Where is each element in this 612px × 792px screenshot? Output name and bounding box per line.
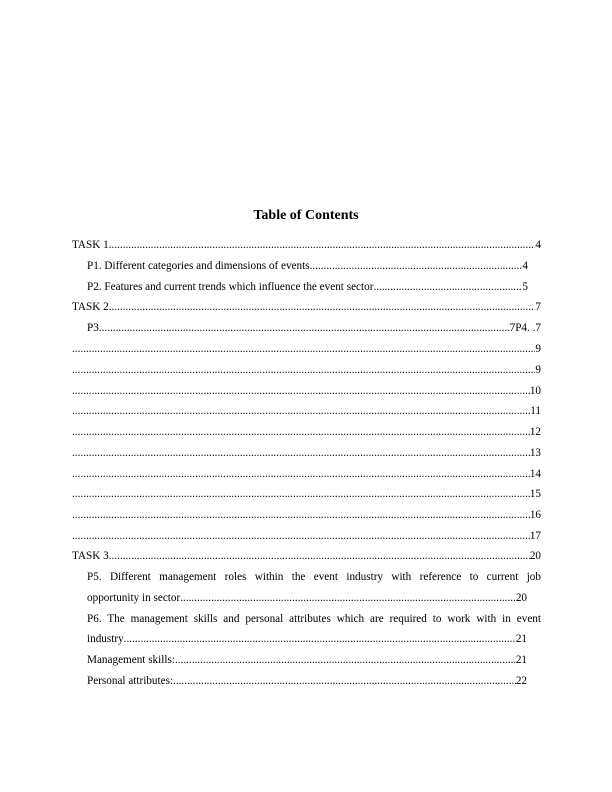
leader-dots bbox=[180, 591, 516, 605]
toc-entry-label: opportunity in sector bbox=[87, 592, 181, 604]
toc-entry-page: 22 bbox=[515, 675, 527, 687]
leader-dots bbox=[109, 300, 536, 314]
toc-entry-page: 17 bbox=[529, 530, 541, 542]
toc-entry-management-skills[interactable] bbox=[87, 653, 527, 667]
toc-entry-page: 20 bbox=[529, 550, 541, 562]
toc-entry-blank[interactable] bbox=[72, 342, 541, 356]
toc-entry-page: 12 bbox=[529, 426, 541, 438]
toc-entry-page: 21 bbox=[515, 654, 527, 666]
toc-entry-blank[interactable] bbox=[72, 529, 541, 543]
leader-dots bbox=[175, 653, 516, 667]
toc-entry-p6-line2[interactable] bbox=[87, 632, 527, 646]
toc-entry-label: TASK 3 bbox=[72, 550, 109, 562]
leader-dots bbox=[173, 674, 516, 688]
toc-entry-page: 4 bbox=[535, 239, 541, 251]
leader-dots bbox=[72, 487, 530, 501]
toc-entry-page: 7P4. .7 bbox=[509, 322, 541, 334]
toc-entry-page: 16 bbox=[529, 509, 541, 521]
toc-entry-blank[interactable] bbox=[72, 425, 541, 439]
toc-entry-page: 9 bbox=[535, 343, 541, 355]
toc-entry-blank[interactable] bbox=[72, 467, 541, 481]
leader-dots bbox=[124, 632, 516, 646]
leader-dots bbox=[109, 549, 530, 563]
toc-entry-blank[interactable] bbox=[72, 487, 541, 501]
toc-entry-blank[interactable] bbox=[72, 363, 541, 377]
leader-dots bbox=[72, 342, 535, 356]
toc-entry-label: P1. Different categories and dimensions of events bbox=[87, 260, 310, 272]
toc-entry-page: 15 bbox=[529, 488, 541, 500]
toc-entry-page: 21 bbox=[515, 633, 527, 645]
leader-dots bbox=[72, 363, 535, 377]
toc-entry-label: TASK 1 bbox=[72, 239, 109, 251]
leader-dots bbox=[72, 467, 530, 481]
toc-entry-page: 13 bbox=[529, 447, 541, 459]
toc-entry-blank[interactable] bbox=[72, 404, 541, 418]
toc-entry-personal-attributes[interactable] bbox=[87, 674, 527, 688]
toc-entry-p3[interactable] bbox=[87, 321, 541, 335]
toc-entry-page: 5 bbox=[522, 281, 528, 293]
toc-entry-label: industry bbox=[87, 633, 124, 645]
toc-entry-p5-line1[interactable]: P5. Different management roles within the event industry with reference to current job bbox=[87, 571, 541, 583]
toc-entry-p2[interactable] bbox=[87, 280, 528, 294]
toc-entry-p5-line2[interactable] bbox=[87, 591, 527, 605]
toc-entry-label: TASK 2 bbox=[72, 301, 109, 313]
toc-entry-page: 4 bbox=[522, 260, 528, 272]
leader-dots bbox=[109, 238, 536, 252]
toc-entry-page: 20 bbox=[515, 592, 527, 604]
toc-entry-page: 9 bbox=[535, 364, 541, 376]
leader-dots bbox=[72, 404, 530, 418]
leader-dots bbox=[72, 425, 530, 439]
toc-entry-blank[interactable] bbox=[72, 446, 541, 460]
toc-title: Table of Contents bbox=[253, 208, 359, 223]
leader-dots bbox=[72, 529, 530, 543]
toc-entry-blank[interactable] bbox=[72, 384, 541, 398]
leader-dots bbox=[99, 321, 510, 335]
leader-dots bbox=[373, 280, 522, 294]
toc-entry-page: 11 bbox=[530, 405, 541, 417]
toc-entry-page: 14 bbox=[529, 468, 541, 480]
toc-entry-task-1[interactable] bbox=[72, 238, 541, 252]
leader-dots bbox=[310, 259, 523, 273]
toc-entry-label: P2. Features and current trends which influence the event sector bbox=[87, 281, 374, 293]
toc-entry-blank[interactable] bbox=[72, 508, 541, 522]
toc-entry-p1[interactable] bbox=[87, 259, 528, 273]
toc-entry-label: P3 bbox=[87, 322, 99, 334]
leader-dots bbox=[72, 508, 530, 522]
leader-dots bbox=[72, 384, 530, 398]
toc-entry-page: 10 bbox=[529, 385, 541, 397]
toc-entry-label: Management skills: bbox=[87, 654, 175, 666]
leader-dots bbox=[72, 446, 530, 460]
toc-entry-task-2[interactable] bbox=[72, 300, 541, 314]
toc-entry-label: Personal attributes: bbox=[87, 675, 174, 687]
toc-entry-page: 7 bbox=[535, 301, 541, 313]
toc-entry-p6-line1[interactable]: P6. The management skills and personal attributes which are required to work with in event bbox=[87, 613, 541, 625]
toc-entry-task-3[interactable] bbox=[72, 549, 541, 563]
